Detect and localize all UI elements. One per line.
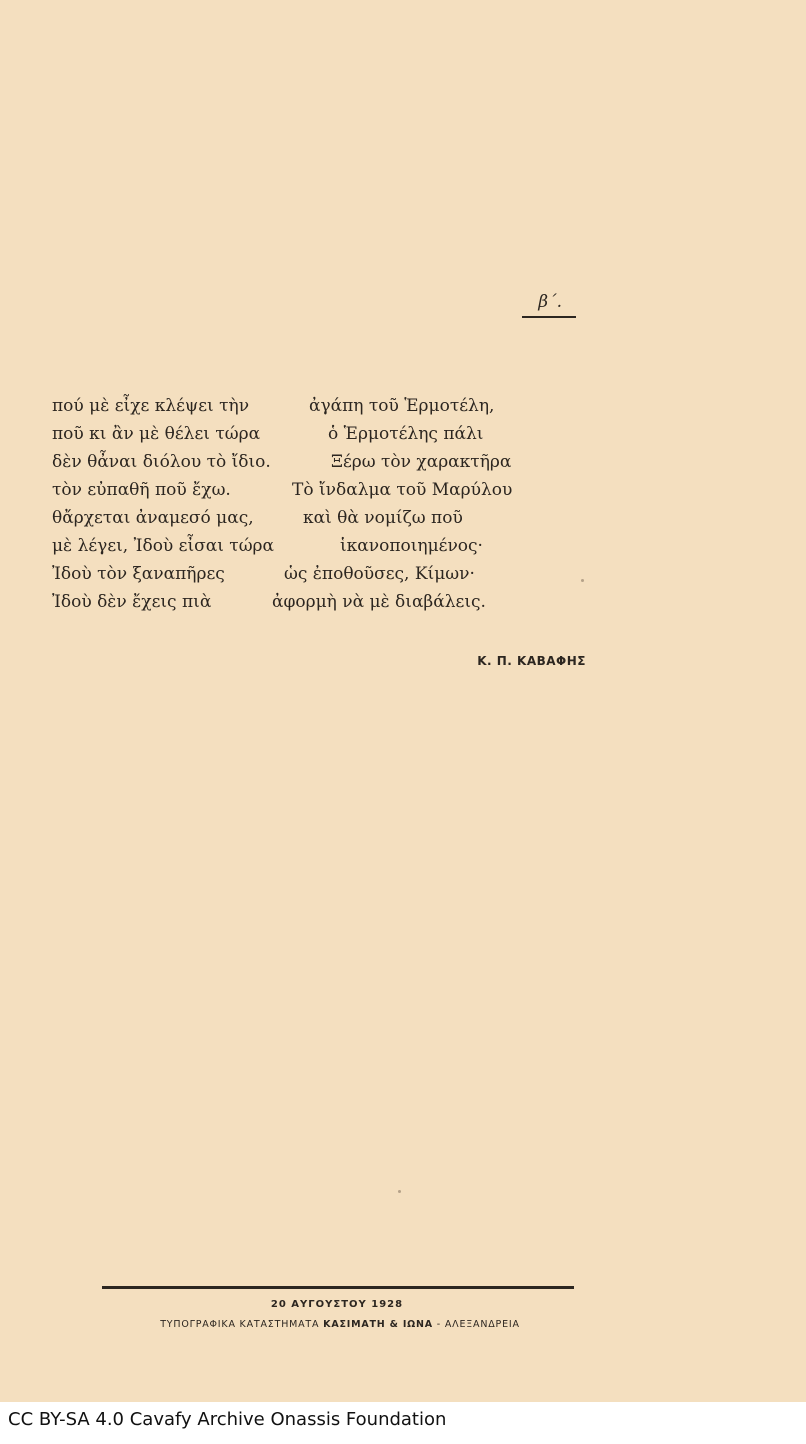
poem-line-left: Ἰδοὺ δὲν ἔχεις πιὰ [52, 592, 212, 612]
poem-line-left: πού μὲ εἶχε κλέψει τὴν [52, 396, 250, 416]
poem-line-right: ὁ Ἑρμοτέλης πάλι [328, 424, 484, 444]
printer-suffix: - ΑΛΕΞΑΝΔΡΕΙΑ [436, 1319, 520, 1330]
poem-line-left: Ἰδοὺ τὸν ξαναπῆρες [52, 564, 225, 584]
license-credit: CC BY-SA 4.0 Cavafy Archive Onassis Foundation [8, 1409, 447, 1430]
poem-line-left: θἄρχεται ἀναμεσό μας, [52, 508, 254, 528]
poem-line [0, 564, 806, 592]
poem-line-left: μὲ λέγει, Ἰδοὺ εἶσαι τώρα [52, 536, 275, 556]
publication-date: 20 ΑΥΓΟΥΣΤΟΥ 1928 [270, 1299, 404, 1310]
printer-imprint [80, 1319, 600, 1330]
printer-prefix: ΤΥΠΟΓΡΑΦΙΚΑ ΚΑΤΑΣΤΗΜΑΤΑ [160, 1319, 320, 1330]
poem-line [0, 508, 806, 536]
printer-name: ΚΑΣΙΜΑΤΗ & ΙΩΝΑ [323, 1319, 433, 1330]
poem-line [0, 396, 806, 424]
section-mark: β΄. [538, 292, 562, 312]
poem-line [0, 536, 806, 564]
poem-line-right: Τὸ ἴνδαλμα τοῦ Μαρύλου [292, 480, 513, 500]
section-mark-underline [522, 316, 576, 318]
paper-speck [398, 1190, 401, 1193]
author-signature: Κ. Π. ΚΑΒΑΦΗΣ [477, 654, 586, 668]
poem-line-right: ὡς ἐποθοῦσες, Κίμων· [284, 564, 475, 584]
poem-line-left: τὸν εὐπαθῆ ποῦ ἔχω. [52, 480, 231, 500]
poem-line [0, 424, 806, 452]
footer-rule [102, 1286, 574, 1289]
poem-line-left: δὲν θἆναι διόλου τὸ ἴδιο. [52, 452, 271, 472]
paper-speck [581, 579, 584, 582]
poem-line-right: ἀφορμὴ νὰ μὲ διαβάλεις. [272, 592, 486, 612]
poem-line-right: Ξέρω τὸν χαρακτῆρα [331, 452, 512, 472]
poem-line-right: ἀγάπη τοῦ Ἑρμοτέλη, [309, 396, 495, 416]
poem-line-right: ἱκανοποιημένος· [340, 536, 483, 556]
poem-line [0, 452, 806, 480]
poem-line [0, 480, 806, 508]
poem-line-left: ποῦ κι ἂν μὲ θέλει τώρα [52, 424, 261, 444]
poem-line-right: καὶ θὰ νομίζω ποῦ [303, 508, 463, 528]
poem-line [0, 592, 806, 620]
